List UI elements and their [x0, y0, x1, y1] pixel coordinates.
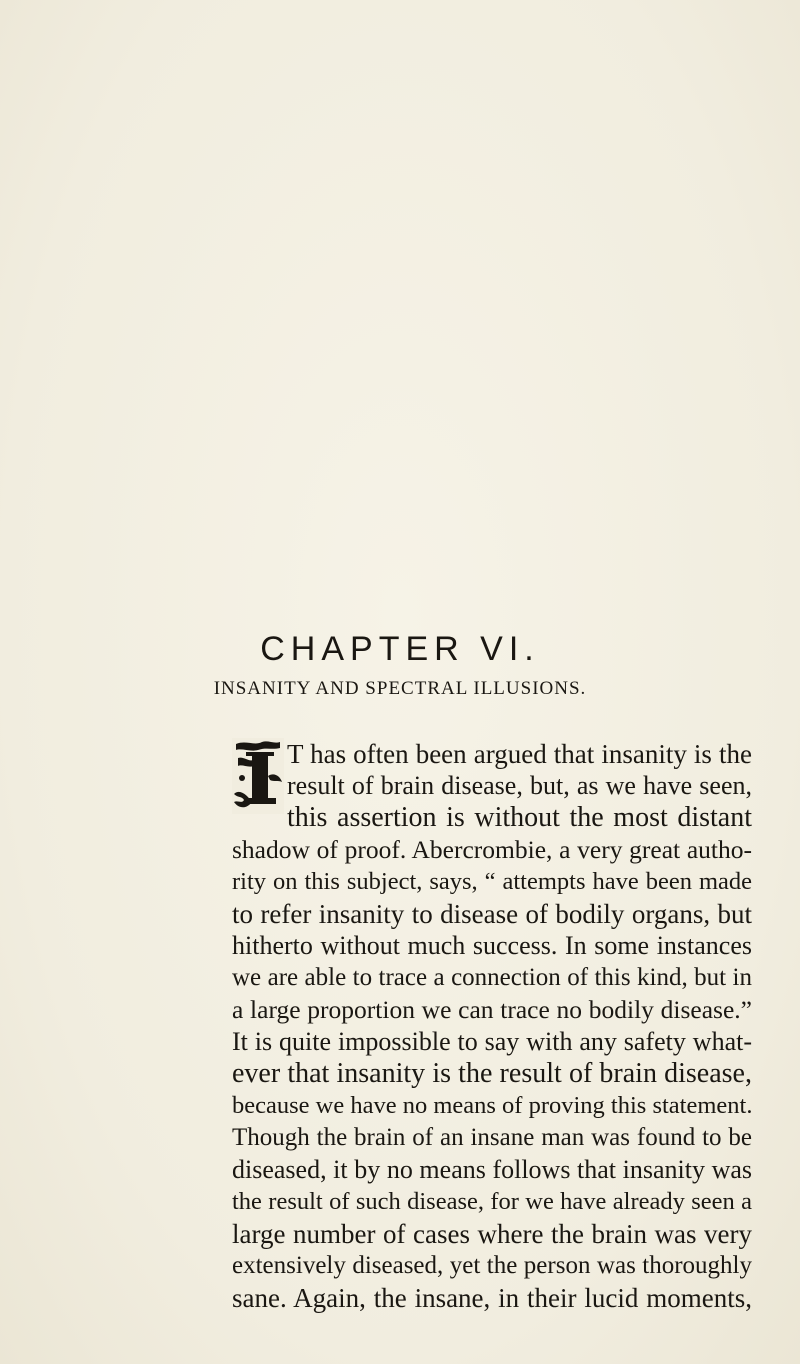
text-line-9: a large proportion we can trace no bodily disease.”: [232, 995, 752, 1024]
text-line-11: ever that insanity is the result of brain disease,: [232, 1058, 752, 1089]
text-line-10: It is quite impossible to say with any safety what-: [232, 1027, 752, 1056]
ornamental-drop-cap: [232, 738, 284, 814]
text-line-13: Though the brain of an insane man was found to be: [232, 1124, 752, 1151]
text-line-5: rity on this subject, says, “ attempts have been made: [232, 868, 752, 895]
text-line-12: because we have no means of proving this statement.: [232, 1092, 753, 1119]
text-line-18: sane. Again, the insane, in their lucid moments,: [232, 1283, 752, 1313]
text-line-6: to refer insanity to disease of bodily organs, but: [232, 899, 752, 929]
text-line-15: the result of such disease, for we have already seen a: [232, 1188, 752, 1215]
text-line-17: extensively diseased, yet the person was thoroughly: [232, 1252, 752, 1279]
text-line-2: result of brain disease, but, as we have seen,: [287, 771, 752, 800]
text-line-8: we are able to trace a connection of this kind, but in: [232, 964, 752, 991]
text-line-3: this assertion is without the most distant: [287, 802, 752, 833]
drop-cap-ornament-icon: [232, 738, 284, 814]
chapter-title: CHAPTER VI.: [260, 630, 540, 668]
text-line-1: T has often been argued that insanity is the: [287, 739, 752, 769]
section-heading: INSANITY AND SPECTRAL ILLUSIONS.: [213, 678, 587, 699]
text-line-16: large number of cases where the brain was very: [232, 1219, 752, 1249]
text-line-7: hitherto without much success. In some instances: [232, 931, 752, 960]
text-line-4: shadow of proof. Abercrombie, a very great autho-: [232, 835, 752, 864]
text-line-14: diseased, it by no means follows that insanity was: [232, 1155, 752, 1184]
